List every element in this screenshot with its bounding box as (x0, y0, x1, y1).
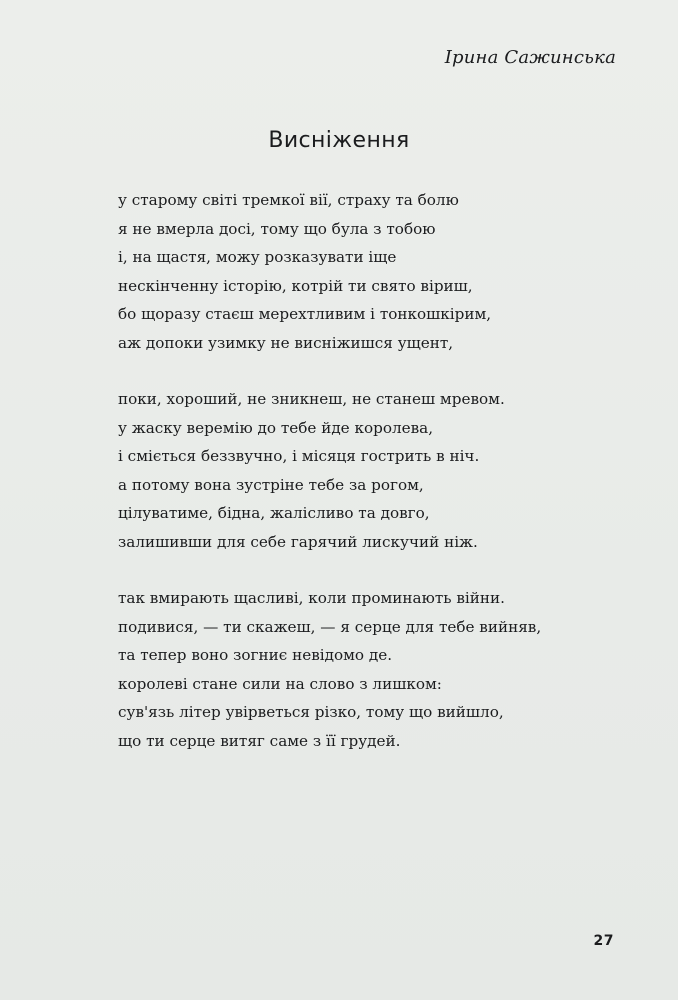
poem-line: нескінченну історію, котрій ти свято віриш, (118, 276, 473, 295)
poem-line: так вмирають щасливі, коли проминають війни. (118, 589, 505, 607)
poem-line: поки, хороший, не зникнеш, не станеш мревом. (118, 390, 505, 408)
poem-line: і сміється беззвучно, і місяця гострить в ніч. (118, 447, 480, 465)
poem-body (118, 186, 598, 783)
poem-line: королеві стане сили на слово з лишком: (118, 674, 442, 693)
poem-line: а потому вона зустріне тебе за рогом, (118, 475, 424, 494)
stanza-3 (118, 584, 598, 755)
poem-line: що ти серце витяг саме з її грудей. (118, 731, 401, 750)
poem-line: і, на щастя, можу розказувати іще (118, 248, 397, 266)
poem-line: подивися, — ти скажеш, — я серце для тебе вийняв, (118, 617, 542, 636)
author-name: Ірина Сажинська (444, 47, 616, 68)
poem-line: у старому світі тремкої вії, страху та болю (118, 191, 459, 209)
poem-line: аж допоки узимку не висніжишся ущент, (118, 333, 454, 352)
poem-line: сув'язь літер увірветься різко, тому що вийшло, (118, 703, 504, 721)
poem-line: у жаску веремію до тебе йде королева, (118, 418, 434, 437)
poem-line: бо щоразу стаєш мерехтливим і тонкошкірим, (118, 305, 492, 323)
poem-line: залишивши для себе гарячий лискучий ніж. (118, 532, 478, 551)
page-number: 27 (593, 933, 614, 949)
poem-line: цілуватиме, бідна, жалісливо та довго, (118, 504, 430, 522)
stanza-2 (118, 385, 598, 556)
stanza-1 (118, 186, 598, 357)
poem-line: я не вмерла досі, тому що була з тобою (118, 219, 436, 238)
poem-line: та тепер воно зогниє невідомо де. (118, 646, 393, 664)
poem-title: Висніження (268, 128, 410, 153)
